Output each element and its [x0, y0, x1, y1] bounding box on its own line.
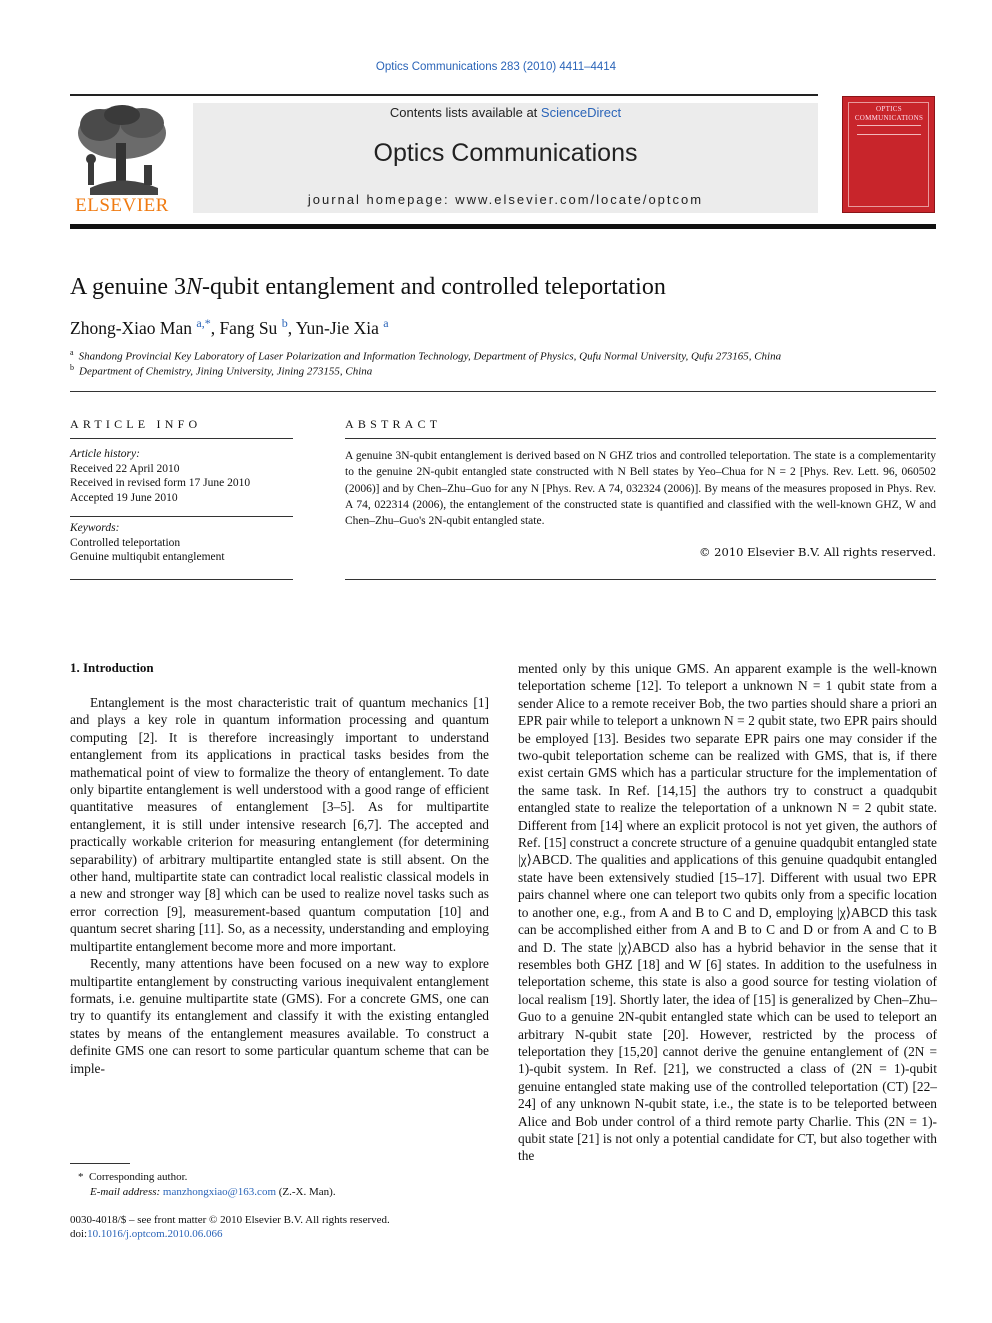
- left-column: [70, 694, 489, 1077]
- corresponding-text: Corresponding author.: [89, 1171, 188, 1183]
- sciencedirect-link[interactable]: ScienceDirect: [540, 105, 622, 120]
- footnote-rule: [70, 1163, 130, 1164]
- abstract-text: A genuine 3N-qubit entanglement is derived based on N GHZ trios and controlled teleportation. The state is a complementarity to the genuine 2N-qubit entangled state constructed with N Bell states by Yeo–Chua for N = 2 [Phys. Rev. Lett. 96, 060502 (2006)] and by Chen–Zhu–Guo for any N [Phys. Rev. A 74, 032324 (2006)]. By means of the measures proposed in Phys. Rev. A 74, 022314 (2006), the entanglement of the constructed state is quantified and classified with the well-known GHZ, W and Chen–Zhu–Guo's 2N-qubit entangled state.: [345, 450, 936, 528]
- right-column: [518, 660, 937, 1165]
- article-history: [70, 447, 250, 505]
- contents-prefix: Contents lists available at: [389, 105, 541, 120]
- affiliation-b: [70, 363, 372, 378]
- author-list: [70, 316, 389, 339]
- paragraph: Recently, many attentions have been focused on a new way to explore multipartite entanglement by constructing various inequivalent entanglement formats, i.e. genuine multipartite state (GMS). For a concrete GMS, one can try to quantify its entanglement and classify it with the existing entangled states by means of the entanglement measures available. To construct a definite GMS one can resort to some particular quantum scheme that can be imple-: [70, 956, 489, 1076]
- divider: [70, 579, 293, 580]
- header-thick-rule: [70, 224, 936, 229]
- author-name: Fang Su: [219, 317, 278, 338]
- header-rule: [70, 94, 818, 96]
- divider: [70, 438, 293, 439]
- elsevier-tree-icon: [70, 103, 174, 195]
- history-accepted: Accepted 19 June 2010: [70, 491, 178, 504]
- author-affil-mark[interactable]: a: [383, 316, 389, 330]
- title-part: A genuine 3: [70, 274, 186, 300]
- paragraph: Entanglement is the most characteristic trait of quantum mechanics [1] and plays a key role in quantum information processing and quantum computing [2]. It is therefore increasingly important to understand entanglement from its applications in practical tasks besides from the mathematical point of view to formalize the theory of entanglement. To date only bipartite entanglement is well understood with a good range of efficient quantitative measures of entanglement [3–5]. As for multipartite entanglement, it is still under intensive research [6,7]. The accepted and practically workable criterion for measuring entanglement (for determining separability) of arbitrary multipartite entangled state is still absent. On the other hand, multipartite state can contradict local realistic classical models in a new and stronger way [8] which can be used to realize novel tasks such as error correction [9], measurement-based quantum computation [10] and quantum secret sharing [11]. So, as a necessity, understanding and employing multipartite entanglement become more and more important.: [70, 695, 489, 954]
- author-name: Zhong-Xiao Man: [70, 317, 192, 338]
- history-label: Article history:: [70, 448, 140, 460]
- journal-title: Optics Communications: [373, 139, 638, 167]
- title-variable: N: [185, 274, 202, 300]
- contents-line: [193, 105, 818, 120]
- doi-link[interactable]: 10.1016/j.optcom.2010.06.066: [87, 1228, 223, 1240]
- affiliation-mark: b: [70, 363, 74, 372]
- keywords-label: Keywords:: [70, 522, 120, 534]
- author-affil-mark[interactable]: b: [281, 316, 288, 330]
- affiliation-text: Shandong Provincial Key Laboratory of Laser Polarization and Information Technology, Department of Physics, Qufu Normal University, Qufu 273165, China: [78, 350, 782, 363]
- email-note: [90, 1186, 336, 1198]
- author-separator: ,: [210, 317, 220, 338]
- abstract-heading: ABSTRACT: [345, 417, 442, 431]
- paragraph: mented only by this unique GMS. An apparent example is the well-known teleportation scheme [12]. To teleport a unknown N = 1 qubit state from a sender Alice to a remote receiver Bob, the two parties should share a priori an EPR pair while to teleport a unknown N = 2 qubit state, two EPR pairs should be employed [13]. Besides two separate EPR pairs one may consider if the two-qubit teleportation scheme can be realized with GMS, that is, if there exist certain GMS which has a particular structure for the implementation of the same task. In Ref. [14,15] the authors try to construct a quadqubit entangled state to realize the teleportation of a unknown N = 2 qubit state. Different from [14] where an explicit protocol is not yet given, the authors of Ref. [15] construct a concrete structure of a genuine quadqubit entangled state |χ⟩ABCD. The qualities and applications of this genuine quadqubit entangled state have been extensively studied [15–17]. Different with usual two EPR pairs channel where one can teleport two qubits only from a specific location to another one, e.g., from A and B to C and D, employing |χ⟩ABCD this task can be accomplished either from A and B to C and D or from A and C to B and D. The state |χ⟩ABCD also has a hybrid behavior in the sense that it resembles both GHZ [18] and W [6] states. In addition to the usefulness in teleportation scheme, this state is also a good source for testing violation of local realism [19]. Shortly later, the idea of [15] is generalized by Chen–Zhu–Guo to a genuine 2N-qubit entangled state which can be used to teleport an arbitrary N-qubit state [20]. However, restricted by the process of teleportation they [15,20] cannot derive the genuine entanglement of (2N = 1)-qubit system. In Ref. [21], we constructed a class of (2N = 1)-qubit genuine entangled state making use of the controlled teleportation (CT) [22–24] of any unknown N-qubit state, i.e., the state is to be teleported between Alice and Bob under control of a third remote party Charlie. This (2N = 1)-qubit state [21] is not only a potential candidate for CT, but also together with the: [518, 661, 937, 1164]
- divider: [70, 391, 936, 392]
- affiliation-mark: a: [70, 348, 74, 357]
- author-affil-mark[interactable]: a,*: [196, 316, 211, 330]
- title-part: -qubit entanglement and controlled teleportation: [202, 274, 666, 300]
- email-link[interactable]: manzhongxiao@163.com: [162, 1186, 276, 1198]
- keyword: Controlled teleportation: [70, 536, 181, 549]
- affiliation-a: [70, 348, 781, 363]
- front-matter: 0030-4018/$ – see front matter © 2010 Elsevier B.V. All rights reserved.: [70, 1214, 390, 1226]
- article-title: [70, 274, 666, 301]
- abstract-copyright: © 2010 Elsevier B.V. All rights reserved.: [699, 545, 936, 559]
- history-revised: Received in revised form 17 June 2010: [70, 477, 251, 489]
- section-heading: 1. Introduction: [70, 660, 154, 675]
- journal-citation[interactable]: Optics Communications 283 (2010) 4411–4414: [375, 61, 617, 73]
- doi-line: [70, 1228, 222, 1240]
- doi-label: doi:: [70, 1228, 88, 1240]
- divider: [345, 438, 936, 439]
- email-label: E-mail address:: [90, 1186, 161, 1198]
- author-name: Yun-Jie Xia: [295, 317, 379, 338]
- author-separator: ,: [287, 317, 296, 338]
- journal-homepage[interactable]: journal homepage: www.elsevier.com/locate/optcom: [307, 192, 704, 207]
- corresponding-note: [78, 1171, 187, 1183]
- email-suffix: (Z.-X. Man).: [278, 1186, 336, 1198]
- divider: [70, 516, 293, 517]
- article-info-heading: ARTICLE INFO: [70, 417, 202, 431]
- history-received: Received 22 April 2010: [70, 462, 180, 475]
- divider: [345, 579, 936, 580]
- cover-rule: [857, 125, 921, 135]
- elsevier-wordmark: ELSEVIER: [75, 195, 169, 216]
- asterisk-icon: *: [78, 1171, 89, 1183]
- cover-title: OPTICS COMMUNICATIONS: [854, 105, 924, 122]
- keyword: Genuine multiqubit entanglement: [70, 551, 225, 563]
- affiliation-text: Department of Chemistry, Jining University, Jining 273155, China: [79, 365, 373, 378]
- keywords: [70, 521, 225, 565]
- journal-cover: [842, 96, 935, 213]
